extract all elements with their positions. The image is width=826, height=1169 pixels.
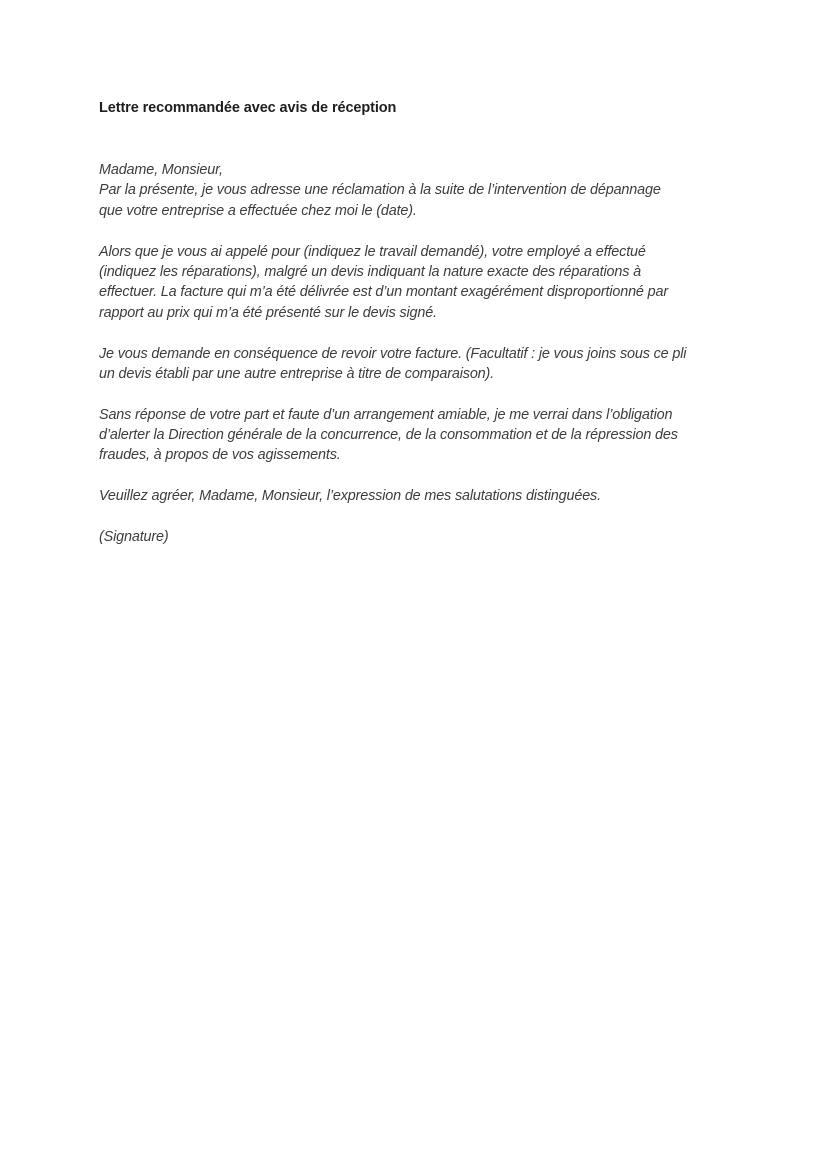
paragraph-gap [99,323,739,343]
paragraph-2-line-3: effectuer. La facture qui m’a été délivrée est d’un montant exagérément disproportionné par [99,284,668,301]
paragraph-4-line-2: d’alerter la Direction générale de la concurrence, de la consommation et de la répression des [99,427,678,444]
paragraph-2-line-2: (indiquez les réparations), malgré un devis indiquant la nature exacte des réparations à [99,263,641,280]
salutation: Madame, Monsieur, [99,162,223,178]
paragraph-gap [99,221,739,241]
paragraph-2-line-4: rapport au prix qui m’a été présenté sur le devis signé. [99,304,437,321]
paragraph-gap [99,384,739,404]
paragraph-3-line-1: Je vous demande en conséquence de revoir votre facture. (Facultatif : je vous joins sous ce pli [99,345,687,362]
signature-placeholder: (Signature) [99,529,169,546]
closing-formula: Veuillez agréer, Madame, Monsieur, l’expression de mes salutations distinguées. [99,488,601,505]
paragraph-2-line-1: Alors que je vous ai appelé pour (indiquez le travail demandé), votre employé a effectué [99,243,646,260]
paragraph-gap [99,507,739,527]
paragraph-1-line-1: Par la présente, je vous adresse une réclamation à la suite de l’intervention de dépannage [99,182,661,199]
paragraph-4-line-3: fraudes, à propos de vos agissements. [99,447,341,464]
paragraph-3-line-2: un devis établi par une autre entreprise à titre de comparaison). [99,365,495,382]
letter-heading: Lettre recommandée avec avis de réception [99,100,397,116]
paragraph-gap [99,466,739,486]
paragraph-4-line-1: Sans réponse de votre part et faute d’un arrangement amiable, je me verrai dans l’obligation [99,406,673,423]
paragraph-1-line-2: que votre entreprise a effectuée chez moi le (date). [99,202,417,219]
letter-body [99,160,739,547]
